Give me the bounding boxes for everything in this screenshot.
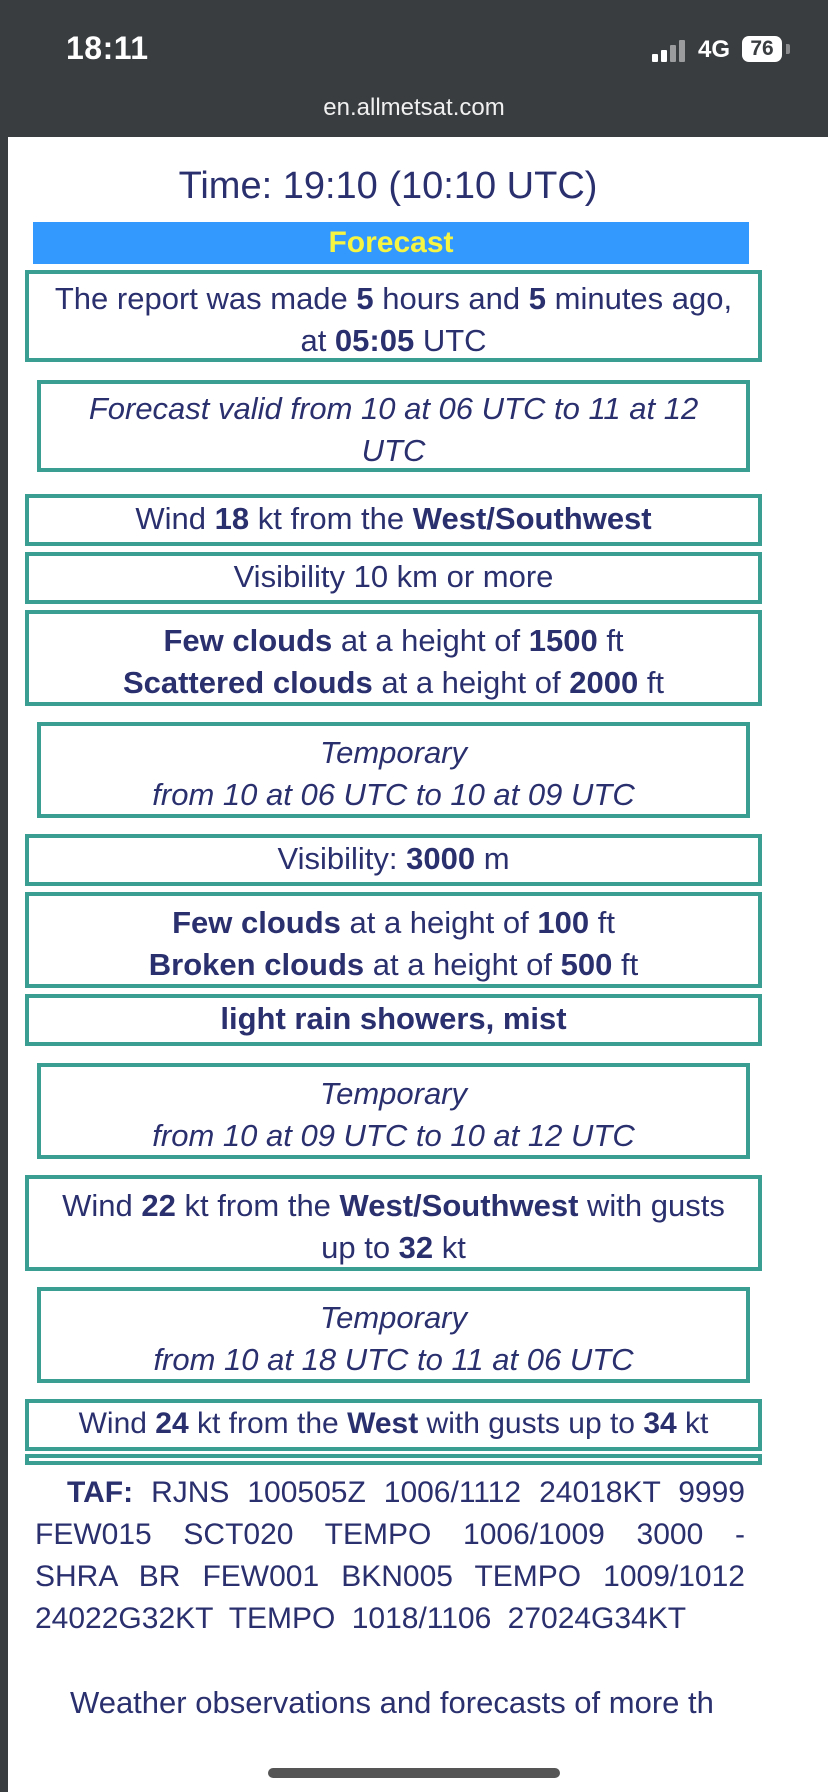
tempo3-label: Temporary <box>319 1300 468 1335</box>
tempo1-clouds-box <box>25 892 762 988</box>
url-bar[interactable]: en.allmetsat.com <box>323 94 505 121</box>
visibility-box: Visibility 10 km or more <box>25 552 762 604</box>
page-time: Time: 19:10 (10:10 UTC) <box>178 165 598 207</box>
tempo2-label: Temporary <box>319 1076 468 1111</box>
page-edge <box>0 137 8 1792</box>
cellular-signal-icon <box>652 40 688 62</box>
tempo3-period: from 10 at 18 UTC to 11 at 06 UTC <box>153 1342 634 1377</box>
tempo1-cloud-layer-2: Broken clouds at a height of 500 ft <box>148 947 639 982</box>
tempo1-period: from 10 at 06 UTC to 10 at 09 UTC <box>152 777 635 812</box>
clock: 18:11 <box>66 30 149 66</box>
tempo2-box <box>37 1063 750 1159</box>
clouds-box <box>25 610 762 706</box>
wind-box: Wind 18 kt from the West/Southwest <box>25 494 762 546</box>
network-type: 4G <box>698 36 731 63</box>
tempo3-box <box>37 1287 750 1383</box>
tempo1-label: Temporary <box>319 735 468 770</box>
battery-tip <box>786 44 790 54</box>
empty-box <box>25 1454 762 1465</box>
status-bar <box>0 0 828 137</box>
tempo1-weather-box: light rain showers, mist <box>25 994 762 1046</box>
taf-raw-text <box>35 1472 745 1640</box>
more-observations-text: Weather observations and forecasts of more th <box>70 1685 714 1720</box>
home-indicator[interactable] <box>268 1768 560 1778</box>
tempo2-period: from 10 at 09 UTC to 10 at 12 UTC <box>152 1118 635 1153</box>
tempo1-cloud-layer-1: Few clouds at a height of 100 ft <box>172 905 615 940</box>
page-content <box>8 137 828 1792</box>
battery-icon: 76 <box>742 36 782 62</box>
forecast-header: Forecast <box>33 222 749 264</box>
tempo2-wind-box: Wind 22 kt from the West/Southwest with gusts up to 32 kt <box>25 1175 762 1271</box>
taf-label: TAF: <box>67 1476 134 1509</box>
taf-text: RJNS 100505Z 1006/1112 24018KT 9999 FEW015 SCT020 TEMPO 1006/1009 3000 -SHRA BR FEW001 BKN005 TEMPO 1009/1012 24022G32KT TEMPO 1018/1106 27024G34KT <box>35 1476 745 1635</box>
tempo1-visibility-box: Visibility: 3000 m <box>25 834 762 886</box>
tempo1-box <box>37 722 750 818</box>
report-age-box: The report was made 5 hours and 5 minutes ago, at 05:05 UTC <box>25 270 762 362</box>
cloud-layer-2: Scattered clouds at a height of 2000 ft <box>122 665 665 700</box>
validity-box: Forecast valid from 10 at 06 UTC to 11 at 12 UTC <box>37 380 750 472</box>
cloud-layer-1: Few clouds at a height of 1500 ft <box>163 623 624 658</box>
tempo3-wind-box: Wind 24 kt from the West with gusts up to 34 kt <box>25 1399 762 1451</box>
